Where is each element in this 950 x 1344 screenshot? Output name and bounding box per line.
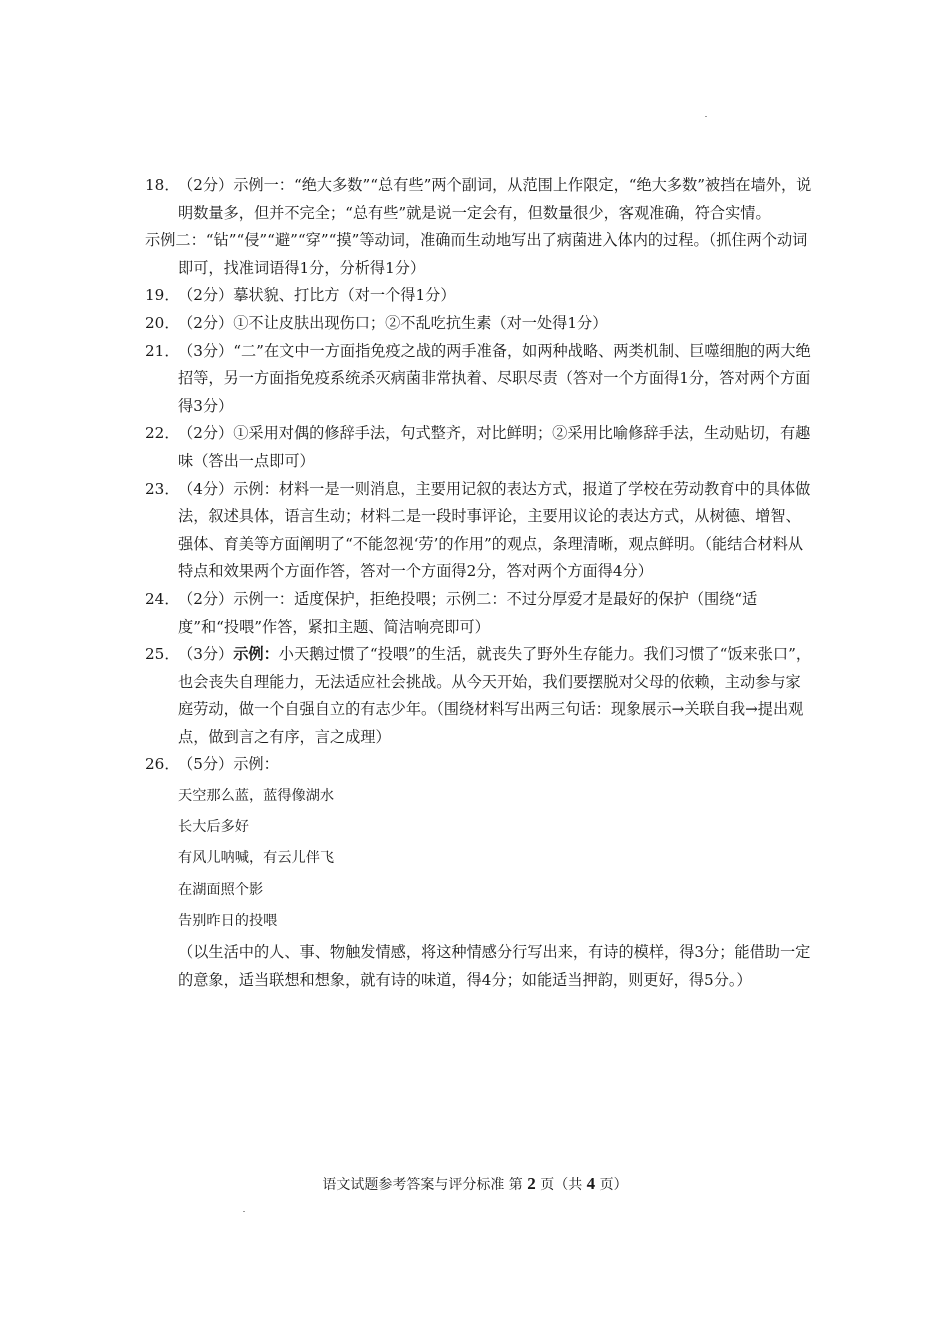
answer-item-20: 20．（2分）①不让皮肤出现伤口；②不乱吃抗生素（对一处得1分） — [145, 313, 608, 332]
scan-speck — [243, 1211, 245, 1212]
example-poem — [145, 781, 813, 937]
answer-item-22: 22．（2分）①采用对偶的修辞手法，句式整齐，对比鲜明；②采用比喻修辞手法，生动贴切，有趣味（答出一点即可） — [145, 424, 811, 470]
answer-item-26: 26．（5分）示例： — [145, 755, 279, 774]
answer-item-24: 24．（2分）示例一：适度保护，拒绝投喂；示例二：不过分厚爱才是最好的保护（围绕“适度”和“投喂”作答，紧扣主题、简洁响亮即可） — [145, 589, 758, 636]
answer-item-18: 18．（2分）示例一：“绝大多数”“总有些”两个副词，从范围上作限定，“绝大多数”被挡在墙外，说明数量多，但并不完全；“总有些”就是说一定会有，但数量很少，客观准确，符合实情。 — [145, 176, 812, 222]
total-pages-number: 4 — [586, 1174, 596, 1193]
page-footer: 语文试题参考答案与评分标准 第 2 页（共 4 页） — [322, 1174, 628, 1193]
answer-item-21: 21．（3分）“二”在文中一方面指免疫之战的两手准备，如两种战略、两类机制、巨噬细胞的两大绝招等，另一方面指免疫系统杀灭病菌非常执着、尽职尽责（答对一个方面得1分，答对两个方面得3分） — [145, 341, 811, 415]
answer-item-25: 25．（3分）示例：小天鹅过惯了“投喂”的生活，就丧失了野外生存能力。我们习惯了“饭来张口”，也会丧失自理能力，无法适应社会挑战。从今天开始，我们要摆脱对父母的依赖，主动参与家庭劳动，做一个自强自立的有志少年。（围绕材料写出两三句话：现象展示→关联自我→提出观点，做到言之有序，言之成理） — [145, 645, 812, 746]
answer-item-18-example-2: 示例二：“钻”“侵”“避”“穿”“摸”等动词，准确而生动地写出了病菌进入体内的过程。（抓住两个动词即可，找准词语得1分，分析得1分） — [145, 231, 808, 277]
scan-speck — [705, 116, 707, 117]
example-label: 示例： — [233, 645, 279, 664]
answer-item-19: 19．（2分）摹状貌、打比方（对一个得1分） — [145, 286, 456, 305]
current-page-number: 2 — [527, 1174, 536, 1193]
poem-line: 有风儿呐喊，有云儿伴飞 — [178, 850, 335, 867]
poem-line: 在湖面照个影 — [178, 881, 264, 898]
poem-line: 长大后多好 — [178, 819, 249, 836]
answer-item-23: 23．（4分）示例：材料一是一则消息，主要用记叙的表达方式，报道了学校在劳动教育中的具体做法，叙述具体，语言生动；材料二是一段时事评论，主要用议论的表达方式，从树德、增智、强体、育美等方面阐明了“不能忽视‘劳’的作用”的观点，条理清晰，观点鲜明。（能结合材料从特点和效果两个方面作答，答对一个方面得2分，答对两个方面得4分） — [145, 479, 811, 581]
scoring-note-26: （以生活中的人、事、物触发情感，将这种情感分行写出来，有诗的模样，得3分；能借助一定的意象，适当联想和想象，就有诗的味道，得4分；如能适当押韵，则更好，得5分。） — [178, 943, 811, 989]
poem-line: 告别昨日的投喂 — [178, 912, 278, 929]
poem-line: 天空那么蓝，蓝得像湖水 — [178, 788, 335, 805]
answer-content — [145, 172, 813, 994]
